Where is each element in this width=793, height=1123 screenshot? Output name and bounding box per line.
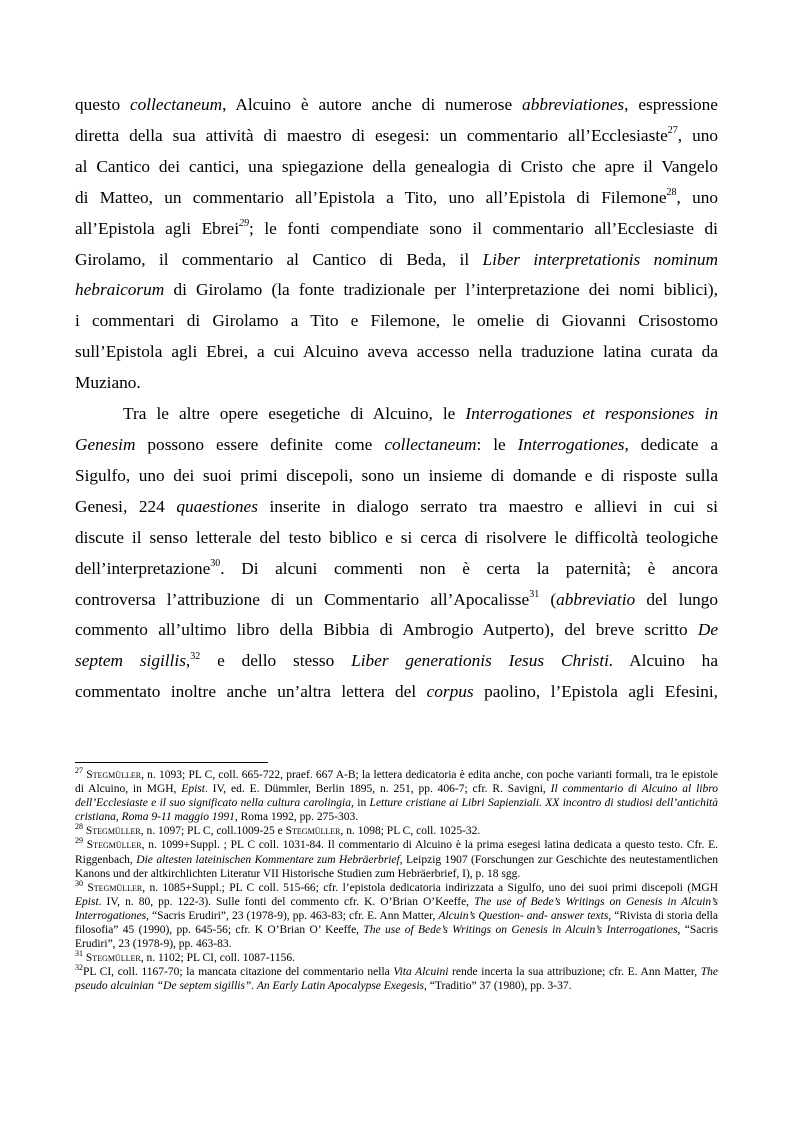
text-line: questo collectaneum, Alcuino è autore anche di numerose abbreviationes, espressione [75,95,718,114]
text-line: Muziano. [75,373,141,393]
footnote-separator [75,762,268,763]
text-line: sull’Epistola agli Ebrei, a cui Alcuino aveva accesso nella traduzione latina curata da [75,342,718,362]
text-line: discute il senso letterale del testo biblico e si cerca di risolvere le difficoltà teologiche [75,527,718,547]
footnote-29: $^{29}$ Stegmüller, n. 1099+Suppl. ; PL C coll. 1031-84. Il commentario di Alcuino è la prima esegesi latina dedicata a questo testo. Cfr. E. Riggenbach, Die altesten lateinischen Kommentare zum Hebräerbrief, Leipzig 1907 (Forschungen zur Geschichte des neutestamentlichen Kanons und der altkirchlichten Literatur VII Historische Studien zum Hebräerbrief, I), p. 18 sgg. [75,836,719,880]
footnote-ref: 27 [667,125,678,137]
text-line: hebraicorum di Girolamo (la fonte tradizionale per l’interpretazione dei nomi biblici), [75,280,718,300]
text-line: commentato inoltre anche un’altra lettera del corpus paolino, l’Epistola agli Efesini, [75,682,718,702]
text-line: Tra le altre opere esegetiche di Alcuino, le Interrogationes et responsiones in [123,404,718,424]
text-line: septem sigillis,$^{32}$ e dello stesso Liber generationis Iesus Christi. Alcuino ha [75,650,718,671]
text-line: controversa l’attribuzione di un Commentario all’Apocalisse$^{31}$ (abbreviatio del lungo [75,588,719,609]
footnote-ref: 28 [666,186,677,198]
footnote-ref: 29 [239,217,250,229]
footnote-27: $^{27}$ Stegmüller, n. 1093; PL C, coll. 665-722, praef. 667 A-B; la lettera dedicatoria è edita anche, con poche varianti formali, tra le epistole di Alcuino, in MGH, Epist. IV, ed. E. Dümmler, Berlin 1895, n. 251, pp. 406-7; cfr. R. Savigni, Il commentario di Alcuino al libro dell’Ecclesiaste e il suo significato nella cultura carolingia, in Letture cristiane ai Libri Sapienziali. XX incontro di studiosi dell’antichità cristiana, Roma 9-11 maggio 1991, Roma 1992, pp. 275-303. [75,766,719,824]
main-text [75,90,718,708]
footnote-ref: 31 [529,588,540,600]
footnote-30: $^{30}$ Stegmüller, n. 1085+Suppl.; PL C coll. 515-66; cfr. l’epistola dedicatoria indirizzata a Sigulfo, uno dei suoi primi discepoli (MGH Epist. IV, n. 80, pp. 122-3). Sulle fonti del commento cfr. K. O’Brian O’Keeffe, The use of Bede’s Writings on Genesis in Alcuin’s Interrogationes, “Sacris Erudiri”, 23 (1978-9), pp. 463-83; cfr. E. Ann Matter, Alcuin’s Question- and- answer texts, “Rivista di storia della filosofia” 45 (1990), pp. 645-56; cfr. K O’Brian O’ Keeffe, The use of Bede’s Writings on Genesis in Alcuin’s Interrogationes, “Sacris Erudiri”, 23 (1978-9), pp. 463-83. [75,878,719,951]
footnote-32: $^{32}$PL CI, coll. 1167-70; la mancata citazione del commentario nella Vita Alcuini rende incerta la sua attribuzione; cfr. E. Ann Matter, The pseudo alcuinian “De septem sigillis”. An Early Latin Apocalypse Exegesis, “Traditio” 37 (1980), pp. 3-37. [75,963,718,993]
text-line: Genesim possono essere definite come collectaneum: le Interrogationes, dedicate a [75,434,718,454]
footnotes [75,768,718,994]
text-line: dell’interpretazione$^{30}$. Di alcuni commenti non è certa la paternità; è ancora [75,557,718,578]
text-line: Sigulfo, uno dei suoi primi discepoli, sono un insieme di domande e di risposte sulla [75,465,718,485]
footnote-ref: 32 [190,650,201,662]
text-line: diretta della sua attività di maestro di esegesi: un commentario all’Ecclesiaste$^{27}$, uno [75,125,718,145]
paragraph-1 [75,90,718,399]
footnote-31: $^{31}$ Stegmüller, n. 1102; PL CI, coll. 1087-1156. [75,949,296,965]
text-line: Girolamo, il commentario al Cantico di Beda, il Liber interpretationis nominum [75,249,718,269]
text-line: commento all’ultimo libro della Bibbia di Ambrogio Autperto), del breve scritto De [75,620,718,640]
text-line: al Cantico dei cantici, una spiegazione della genealogia di Cristo che apre il Vangelo [75,156,718,176]
text-line: di Matteo, un commentario all’Epistola a Tito, uno all’Epistola di Filemone$^{28}$, uno [75,186,718,207]
text-line: i commentari di Girolamo a Tito e Filemone, le omelie di Giovanni Crisostomo [75,311,718,331]
paragraph-2 [75,399,718,708]
footnote-28: $^{28}$ Stegmüller, n. 1097; PL C, coll.1009-25 e Stegmüller, n. 1098; PL C, coll. 1025-32. [75,822,481,838]
footnote-ref: 30 [210,557,221,569]
text-line: all’Epistola agli Ebrei$^{29}$; le fonti compendiate sono il commentario all’Ecclesiaste di [75,217,718,238]
text-line: Genesi, 224 quaestiones inserite in dialogo serrato tra maestro e allievi in cui si [75,496,718,516]
